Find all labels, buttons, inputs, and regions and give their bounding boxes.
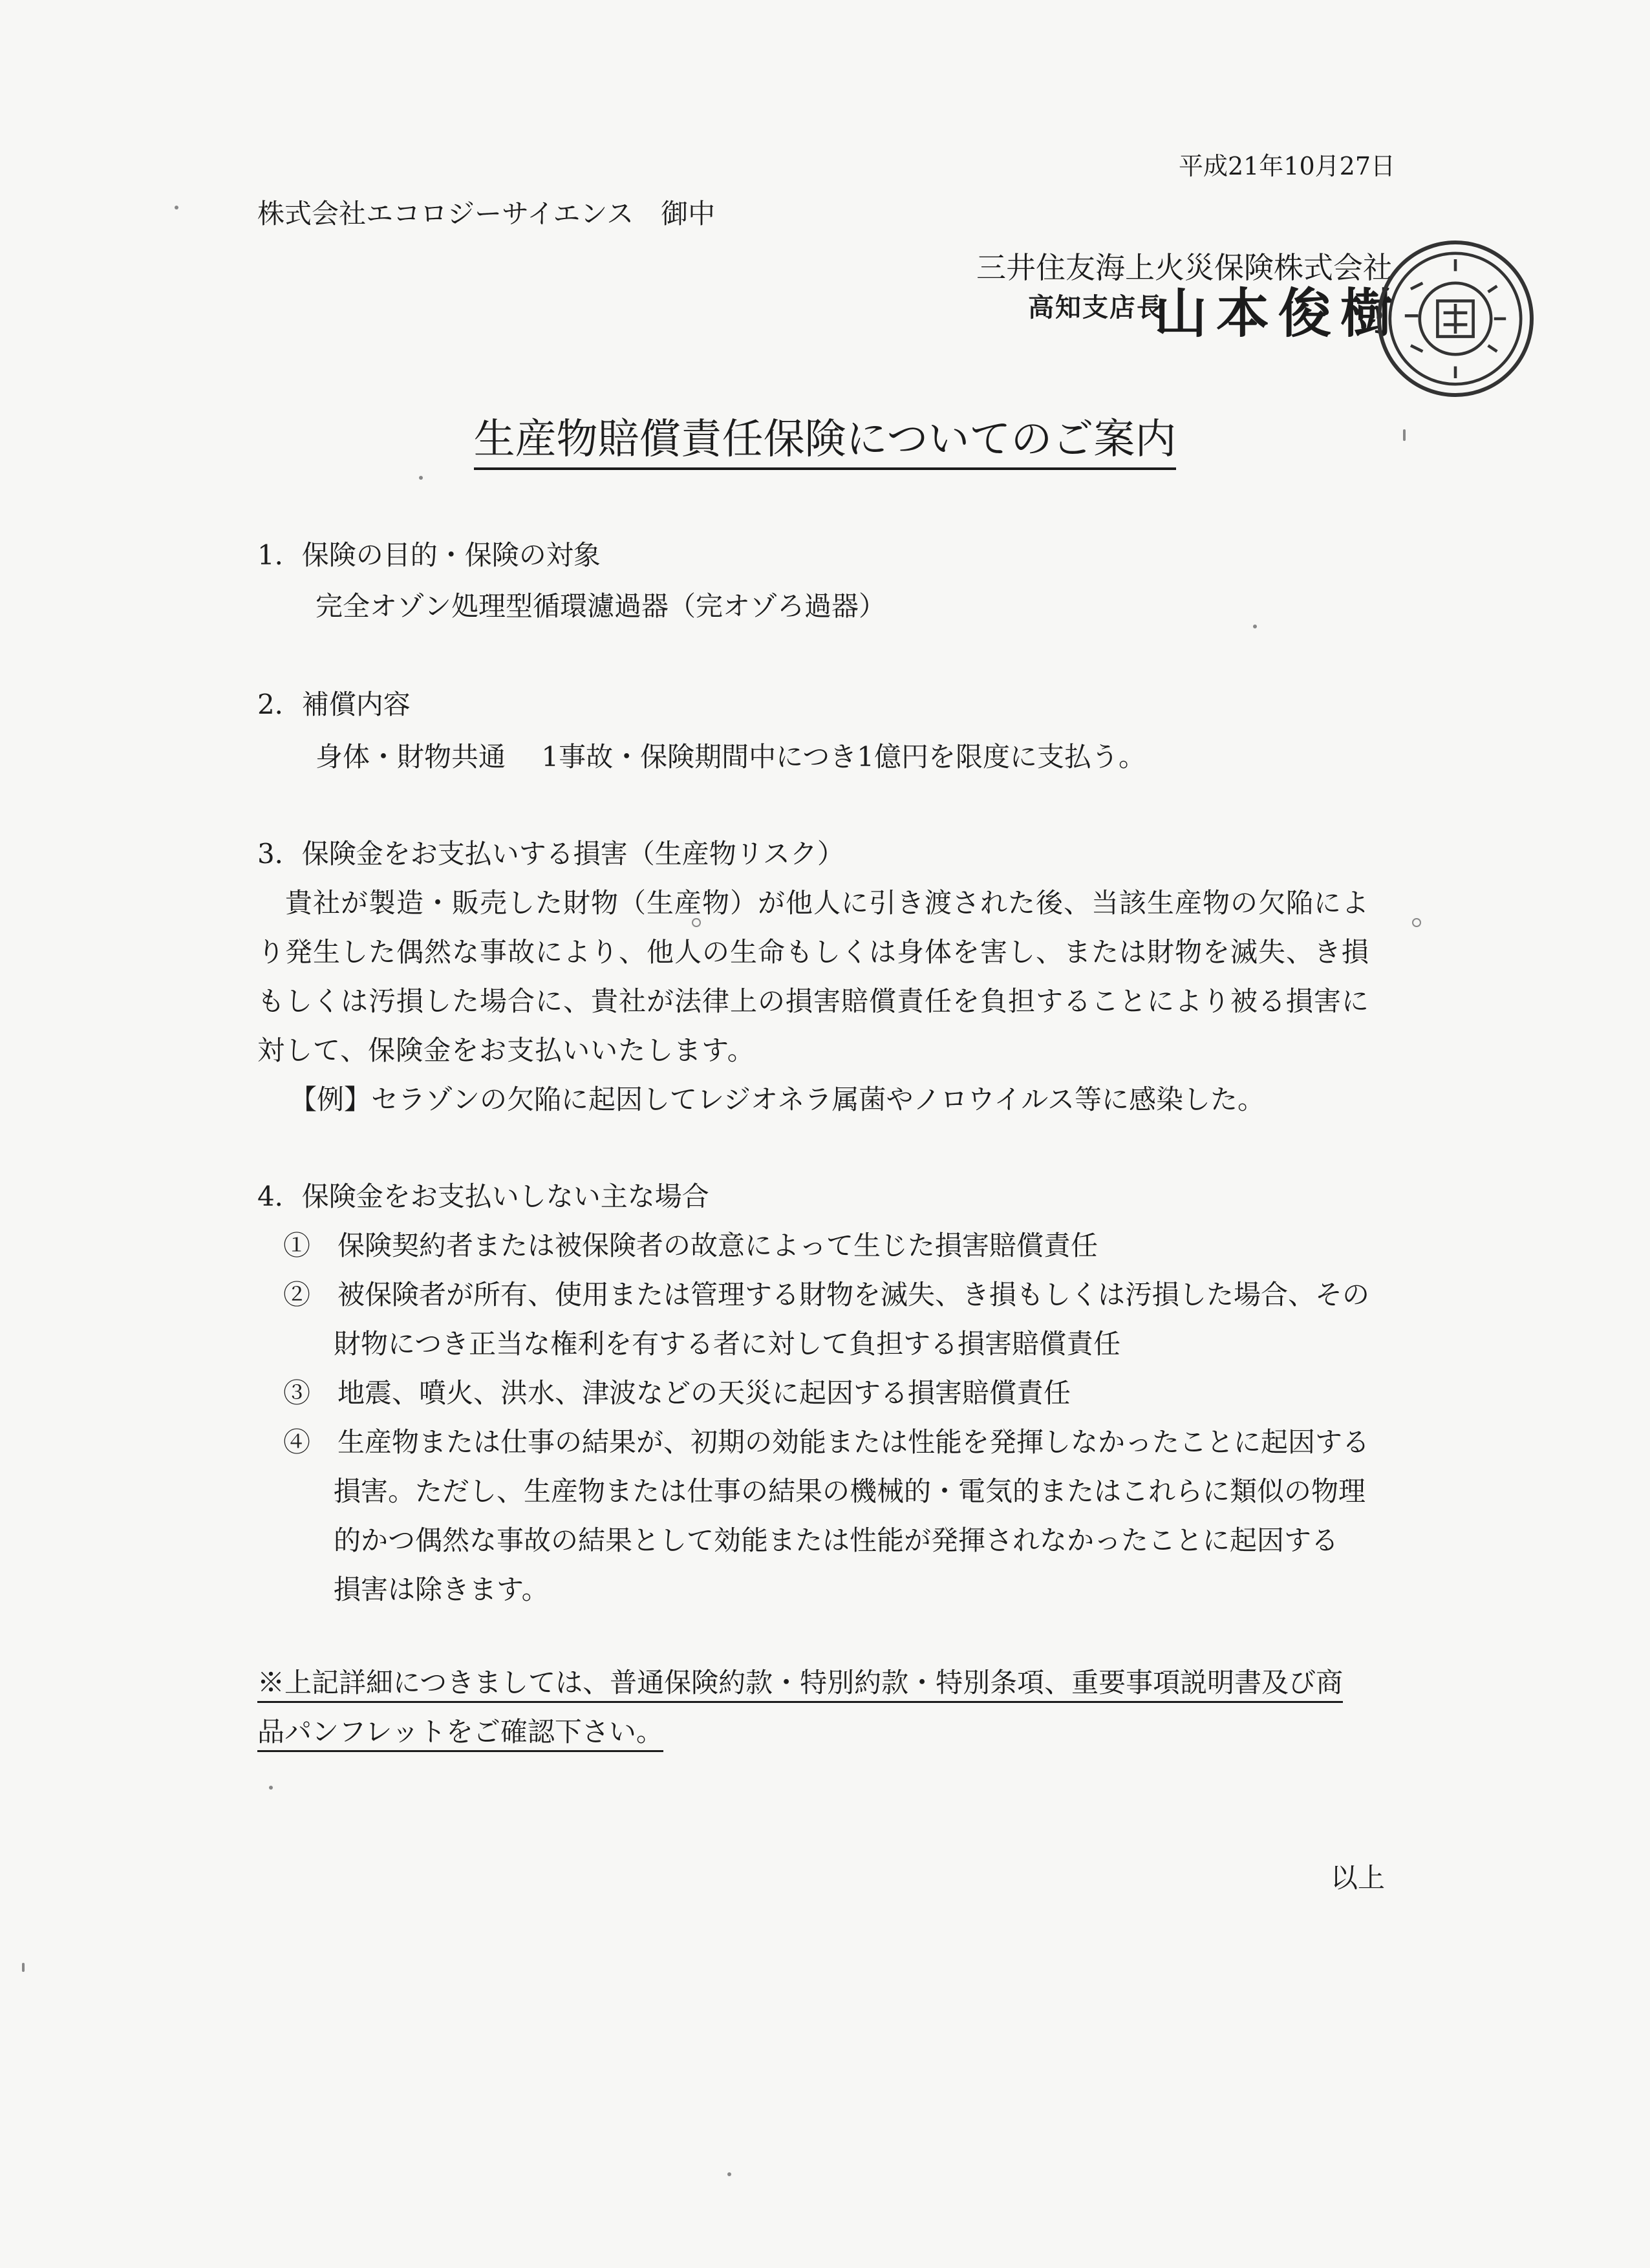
section-3-heading: 3．保険金をお支払いする損害（生産物リスク）: [257, 838, 844, 870]
recipient: 株式会社エコロジーサイエンス 御中: [257, 198, 716, 230]
scan-speck: [22, 1963, 25, 1972]
company-seal-icon: [1377, 241, 1534, 397]
exclusion-item: ③ 地震、噴火、洪水、津波などの天災に起因する損害賠償責任: [283, 1377, 1071, 1409]
scan-speck: [1253, 625, 1257, 628]
scan-speck: [1412, 918, 1421, 927]
sender-company: 三井住友海上火災保険株式会社: [976, 250, 1393, 285]
scan-speck: [727, 2172, 731, 2176]
note-line-text: ※上記詳細につきましては、普通保険約款・特別約款・特別条項、重要事項説明書及び商: [257, 1667, 1343, 1703]
section-3-paragraph-line: り発生した偶然な事故により、他人の生命もしくは身体を害し、または財物を滅失、き損: [257, 936, 1370, 968]
section-1-line: 完全オゾン処理型循環濾過器（完オゾろ過器）: [316, 590, 886, 622]
document-date: 平成21年10月27日: [1178, 152, 1395, 180]
document-title-text: 生産物賠償責任保険についてのご案内: [474, 416, 1177, 470]
exclusion-item: ② 被保険者が所有、使用または管理する財物を滅失、き損もしくは汚損した場合、その: [283, 1279, 1370, 1311]
note-line: [257, 1711, 663, 1749]
note-line-text: 品パンフレットをご確認下さい。: [257, 1716, 663, 1752]
section-3-paragraph-line: 対して、保険金をお支払いいたします。: [257, 1034, 755, 1066]
section-3-example: 【例】セラゾンの欠陥に起因してレジオネラ属菌やノロウイルス等に感染した。: [290, 1084, 1265, 1115]
note-line: [257, 1662, 1343, 1700]
scan-speck: [692, 918, 701, 927]
section-3-paragraph-line: 貴社が製造・販売した財物（生産物）が他人に引き渡された後、当該生産物の欠陥によ: [257, 887, 1370, 919]
exclusion-item-continued: 損害。ただし、生産物または仕事の結果の機械的・電気的またはこれらに類似の物理: [334, 1475, 1366, 1507]
section-4-heading: 4．保険金をお支払いしない主な場合: [257, 1181, 709, 1212]
exclusion-item-continued: 財物につき正当な権利を有する者に対して負担する損害賠償責任: [334, 1328, 1121, 1360]
section-2-heading: 2．補償内容: [257, 689, 411, 720]
exclusion-item: ④ 生産物または仕事の結果が、初期の効能または性能を発揮しなかったことに起因する: [283, 1426, 1370, 1458]
scan-speck: [269, 1786, 273, 1790]
exclusion-item-continued: 的かつ偶然な事故の結果として効能または性能が発揮されなかったことに起因する: [334, 1524, 1339, 1556]
section-1-heading: 1．保険の目的・保険の対象: [257, 539, 601, 571]
sender-title: 高知支店長: [1028, 292, 1164, 323]
scan-speck: [1403, 429, 1406, 441]
section-3-paragraph-line: もしくは汚損した場合に、貴社が法律上の損害賠償責任を負担することにより被る損害に: [257, 985, 1370, 1017]
sender-name: 山本俊樹: [1154, 283, 1403, 345]
section-2-line: 身体・財物共通 1事故・保険期間中につき1億円を限度に支払う。: [316, 741, 1146, 773]
scan-speck: [175, 206, 178, 209]
exclusion-item-continued: 損害は除きます。: [334, 1574, 549, 1605]
scan-speck: [419, 476, 423, 480]
exclusion-item: ① 保険契約者または被保険者の故意によって生じた損害賠償責任: [283, 1230, 1098, 1261]
closing-mark: 以上: [1330, 1862, 1385, 1894]
